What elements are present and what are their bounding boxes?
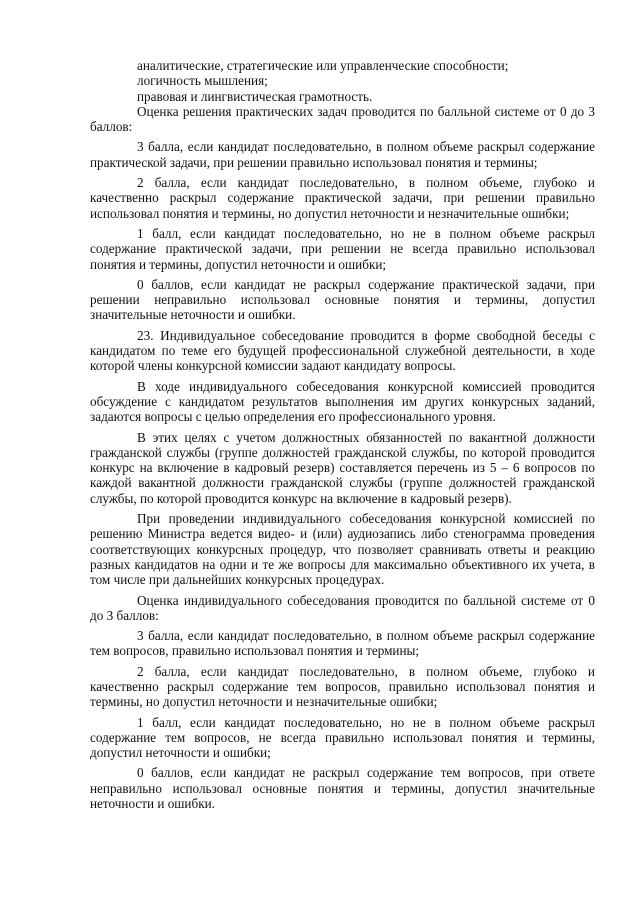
paragraph: 2 балла, если кандидат последовательно, в полном объеме, глубоко и качественно раскрыл содержание тем вопросов, правильно использовал понятия и термины, но допустил неточности и незначительные ошибки;	[90, 663, 595, 710]
paragraph: аналитические, стратегические или управленческие способности;	[137, 58, 509, 73]
paragraph: 3 балла, если кандидат последовательно, в полном объеме раскрыл содержание практической задачи, при решении правильно использовал понятия и термины;	[90, 139, 595, 170]
paragraph: 23. Индивидуальное собеседование проводится в форме свободной беседы с кандидатом по теме его будущей профессиональной служебной деятельности, в ходе которой члены конкурсной комиссии задают кандидату вопросы.	[90, 327, 595, 374]
paragraph: правовая и лингвистическая грамотность.	[137, 88, 373, 104]
paragraph: 2 балла, если кандидат последовательно, в полном объеме, глубоко и качественно раскрыл содержание практической задачи, при решении правильно использовал понятия и термины, но допустил неточности и незначительные ошибки;	[90, 175, 595, 221]
paragraph: 0 баллов, если кандидат не раскрыл содержание тем вопросов, при ответе неправильно использовал основные понятия и термины, допустил значительные неточности и ошибки.	[90, 765, 595, 812]
paragraph: При проведении индивидуального собеседования конкурсной комиссией по решению Министра ведется видео- и (или) аудиозапись либо стенограмма проведения соответствующих конкурсных процедур, что позволяет сравнивать ответы и реакцию разных кандидатов на одни и те же вопросы для максимально объективного их учета, в том числе при дальнейших конкурсных процедурах.	[90, 511, 595, 588]
paragraph: 3 балла, если кандидат последовательно, в полном объеме раскрыл содержание тем вопросов, правильно использовал понятия и термины;	[90, 628, 595, 659]
paragraph: В ходе индивидуального собеседования конкурсной комиссией проводится обсуждение с кандидатом результатов выполнения им других конкурсных заданий, задаются вопросы с целью определения его профессионального уровня.	[90, 378, 595, 425]
paragraph: Оценка индивидуального собеседования проводится по балльной системе от 0 до 3 баллов:	[90, 592, 595, 623]
paragraph: 0 баллов, если кандидат не раскрыл содержание практической задачи, при решении неправильно использовал основные понятия и термины, допустил значительные неточности и ошибки.	[90, 276, 595, 323]
paragraph: 1 балл, если кандидат последовательно, но не в полном объеме раскрыл содержание практической задачи, при решении не всегда правильно использовал понятия и термины, допустил неточности и ошибки;	[90, 225, 595, 272]
document-body	[90, 58, 595, 811]
paragraph: Оценка решения практических задач проводится по балльной системе от 0 до 3 баллов:	[90, 103, 595, 135]
paragraph: 1 балл, если кандидат последовательно, но не в полном объеме раскрыл содержание тем вопросов, не всегда правильно использовал понятия и термины, допустил неточности и ошибки;	[90, 714, 595, 761]
paragraph: логичность мышления;	[137, 73, 268, 89]
paragraph: В этих целях с учетом должностных обязанностей по вакантной должности гражданской службы (группе должностей гражданской службы, по которой проводится конкурс на включение в кадровый резерв) составляется перечень из 5 – 6 вопросов по каждой вакантной должности гражданской службы (группе должностей гражданской службы, по которой проводится конкурс на включение в кадровый резерв).	[90, 429, 595, 506]
